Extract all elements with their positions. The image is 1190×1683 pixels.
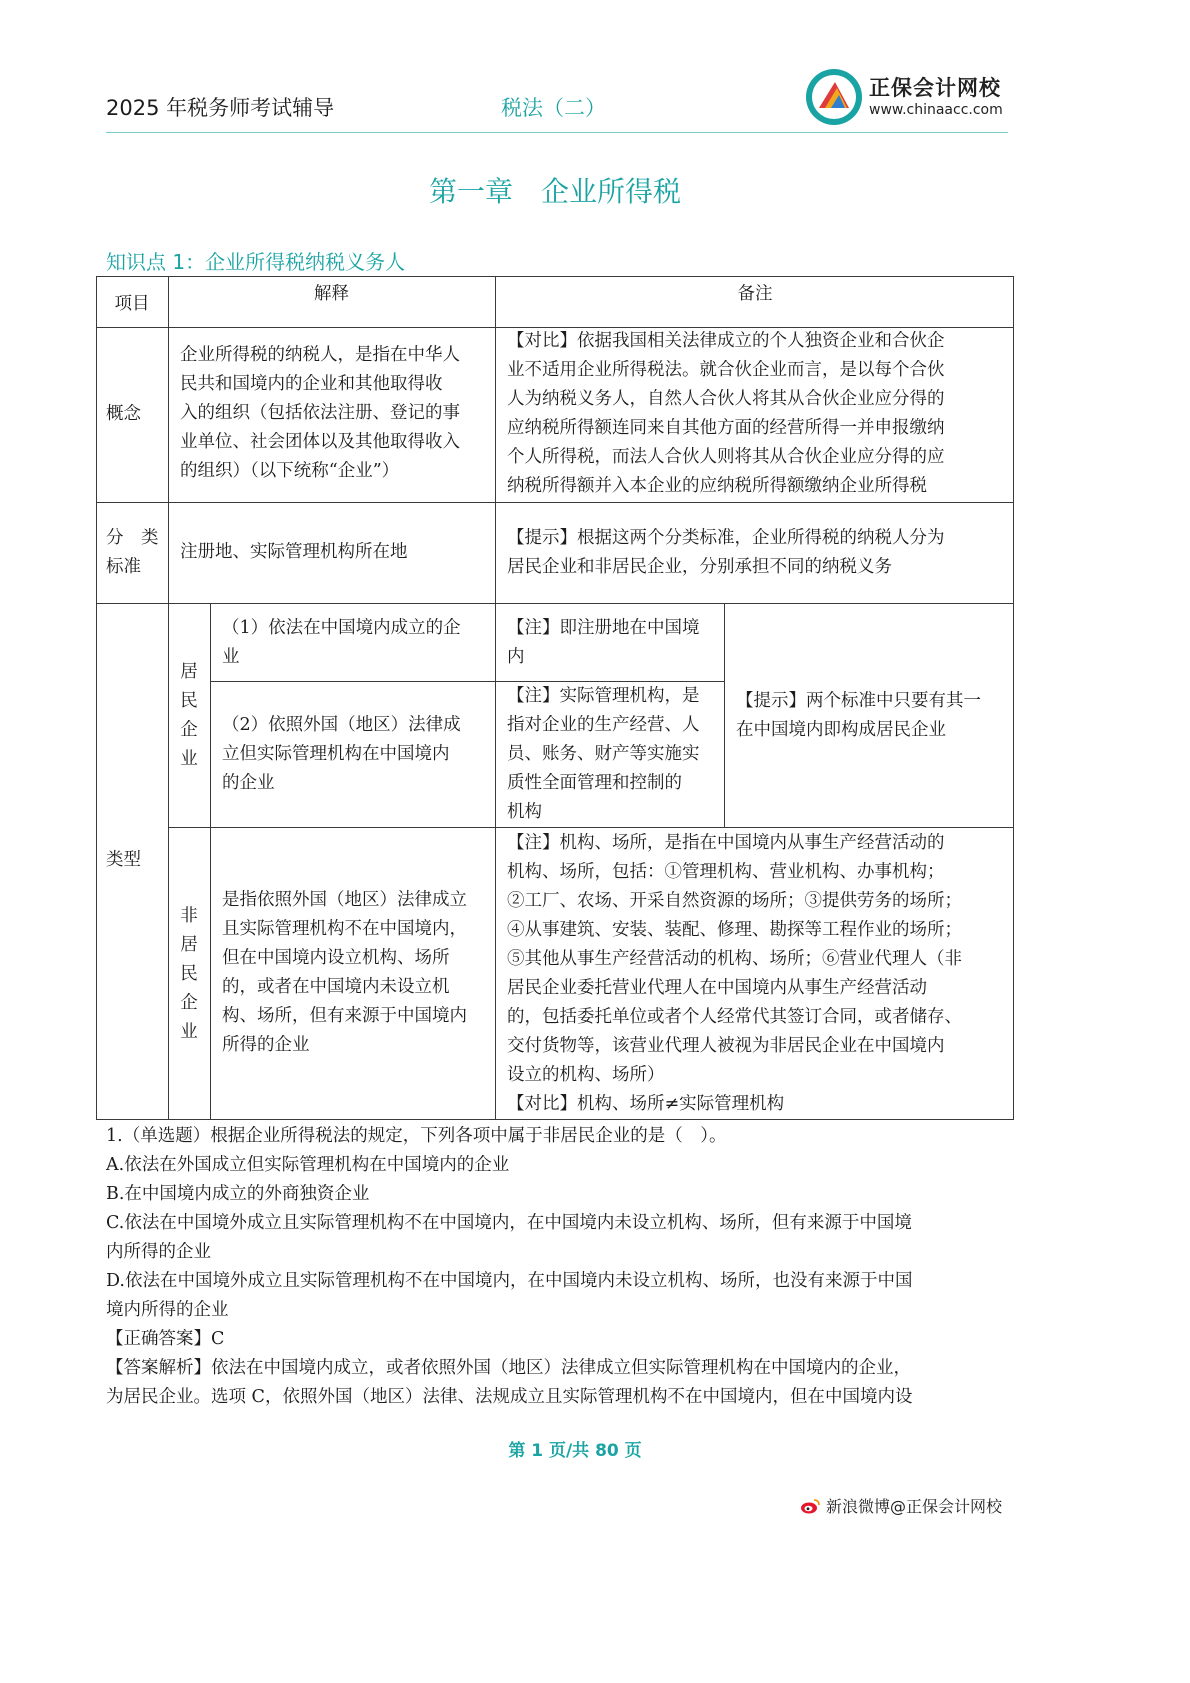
text-line: 是指依照外国（地区）法律成立 [222, 890, 467, 910]
text-line: 居民企业委托营业代理人在中国境内从事生产经营活动 [507, 978, 927, 998]
table-border [168, 827, 1014, 828]
text-line: 业单位、社会团体以及其他取得收入 [180, 432, 460, 452]
logo-icon [805, 68, 863, 126]
header-item: 项目 [114, 294, 150, 314]
table-border [495, 276, 496, 1120]
table-border [724, 603, 725, 828]
text-line: 立但实际管理机构在中国境内 [222, 744, 450, 764]
text-line: 民共和国境内的企业和其他取得收 [180, 374, 443, 394]
text-line: 业 [222, 647, 240, 667]
taxpayer-table [96, 276, 1014, 1120]
table-border [1013, 276, 1014, 1120]
text-line: 设立的机构、场所） [507, 1065, 665, 1085]
text-line: C.依法在中国境外成立且实际管理机构不在中国境内，在中国境内未设立机构、场所，但有来源于中国境 [106, 1213, 912, 1233]
text-line: 内所得的企业 [106, 1242, 211, 1262]
text-line: 【提示】两个标准中只要有其一 [736, 691, 981, 711]
table-border [168, 276, 169, 1120]
concept-note [507, 327, 1012, 501]
option-c [106, 1209, 1006, 1267]
label-char: 企 [180, 993, 198, 1013]
page-number: 第 1 页/共 80 页 [508, 1441, 642, 1461]
text-line: ④从事建筑、安装、装配、修理、勘探等工程作业的场所； [507, 920, 962, 940]
text-line: 【提示】根据这两个分类标准，企业所得税的纳税人分为 [507, 528, 945, 548]
label-char: 居 [180, 935, 198, 955]
text-line: 分 类 [106, 528, 159, 548]
weibo-icon [800, 1498, 820, 1514]
resident-tip [736, 687, 1011, 745]
label-char: 业 [180, 1022, 198, 1042]
text-line: （2）依照外国（地区）法律成 [222, 715, 461, 735]
label-char: 企 [180, 720, 198, 740]
text-line: 企业所得税的纳税人，是指在中华人 [180, 345, 460, 365]
text-line: 所得的企业 [222, 1035, 310, 1055]
text-line: （1）依法在中国境内成立的企 [222, 618, 461, 638]
text-line: 质性全面管理和控制的 [507, 773, 682, 793]
text-line: 业不适用企业所得税法。就合伙企业而言，是以每个合伙 [507, 360, 945, 380]
table-border [96, 276, 97, 1120]
text-line: 的，包括委托单位或者个人经常代其签订合同，或者储存、 [507, 1007, 962, 1027]
text-line: 【答案解析】依法在中国境内成立，或者依照外国（地区）法律成立但实际管理机构在中国境内的企业， [106, 1358, 911, 1378]
text-line: 【注】机构、场所，是指在中国境内从事生产经营活动的 [507, 833, 945, 853]
label-char: 民 [180, 964, 198, 984]
nonresident-explanation [222, 886, 492, 1060]
text-line: 的企业 [222, 773, 275, 793]
text-line: 【对比】机构、场所≠实际管理机构 [507, 1094, 785, 1114]
logo-name: 正保会计网校 [869, 76, 1001, 100]
text-line: D.依法在中国境外成立且实际管理机构不在中国境内，在中国境内未设立机构、场所，也没有来源于中国 [106, 1271, 913, 1291]
resident-item-1 [222, 614, 490, 672]
weibo-watermark [800, 1494, 1002, 1517]
label-char: 居 [180, 662, 198, 682]
row-label-classification [106, 524, 159, 582]
resident-item-1-note [507, 614, 722, 672]
text-line: 纳税所得额并入本企业的应纳税所得额缴纳企业所得税 [507, 476, 927, 496]
header-subject: 税法（二） [501, 96, 606, 120]
text-line: 个人所得税，而法人合伙人则将其从合伙企业应分得的应 [507, 447, 945, 467]
chapter-title: 第一章 企业所得税 [428, 175, 681, 208]
text-line: 且实际管理机构不在中国境内， [222, 919, 467, 939]
table-border [96, 276, 1014, 277]
table-border [96, 603, 1014, 604]
text-line: 指对企业的生产经营、人 [507, 715, 700, 735]
label-char: 非 [180, 906, 198, 926]
text-line: 居民企业和非居民企业，分别承担不同的纳税义务 [507, 557, 892, 577]
logo [805, 68, 1015, 126]
text-line: ⑤其他从事生产经营活动的机构、场所；⑥营业代理人（非 [507, 949, 962, 969]
text-line: 在中国境内即构成居民企业 [736, 720, 946, 740]
option-a: A.依法在外国成立但实际管理机构在中国境内的企业 [106, 1155, 510, 1175]
classification-explanation: 注册地、实际管理机构所在地 [180, 542, 408, 562]
text-line: 【注】实际管理机构，是 [507, 686, 700, 706]
header-note: 备注 [737, 284, 773, 304]
text-line: 【对比】依据我国相关法律成立的个人独资企业和合伙企 [507, 331, 945, 351]
nonresident-note [507, 829, 1012, 1119]
resident-item-2-note [507, 682, 722, 827]
answer-analysis [106, 1354, 1006, 1412]
row-label-concept: 概念 [106, 404, 141, 424]
question-stem: 1.（单选题）根据企业所得税法的规定，下列各项中属于非居民企业的是（ ）。 [106, 1126, 727, 1146]
text-line: 应纳税所得额连同来自其他方面的经营所得一并申报缴纳 [507, 418, 945, 438]
resident-item-2 [222, 711, 490, 798]
text-line: 的组织）（以下统称“企业”） [180, 461, 400, 481]
concept-explanation [180, 341, 490, 486]
weibo-text: 新浪微博@正保会计网校 [826, 1497, 1003, 1516]
text-line: 的，或者在中国境内未设立机 [222, 977, 450, 997]
option-b: B.在中国境内成立的外商独资企业 [106, 1184, 370, 1204]
text-line: 机构、场所，包括：①管理机构、营业机构、办事机构； [507, 862, 945, 882]
text-line: 但在中国境内设立机构、场所 [222, 948, 450, 968]
text-line: 为居民企业。选项 C，依照外国（地区）法律、法规成立且实际管理机构不在中国境内，但在中国境内设 [106, 1387, 913, 1407]
text-line: 入的组织（包括依法注册、登记的事 [180, 403, 460, 423]
classification-note [507, 524, 1012, 582]
text-line: 交付货物等，该营业代理人被视为非居民企业在中国境内 [507, 1036, 945, 1056]
header-explanation: 解释 [314, 284, 349, 304]
label-char: 民 [180, 691, 198, 711]
logo-url: www.chinaacc.com [869, 102, 1003, 118]
text-line: 机构 [507, 802, 542, 822]
option-d [106, 1267, 1006, 1325]
text-line: 构、场所，但有来源于中国境内 [222, 1006, 467, 1026]
row-label-types: 类型 [106, 850, 141, 870]
text-line: 【注】即注册地在中国境 [507, 618, 700, 638]
correct-answer: 【正确答案】C [106, 1329, 225, 1349]
text-line: 员、账务、财产等实施实 [507, 744, 700, 764]
text-line: 内 [507, 647, 525, 667]
text-line: 标准 [106, 557, 141, 577]
table-border [96, 1119, 1014, 1120]
text-line: ②工厂、农场、开采自然资源的场所；③提供劳务的场所； [507, 891, 962, 911]
label-char: 业 [180, 749, 198, 769]
table-border [96, 502, 1014, 503]
text-line: 境内所得的企业 [106, 1300, 229, 1320]
question-block [106, 1122, 1006, 1412]
header-divider [106, 132, 1008, 133]
knowledge-point-title: 知识点 1：企业所得税纳税义务人 [106, 250, 406, 274]
text-line: 人为纳税义务人，自然人合伙人将其从合伙企业应分得的 [507, 389, 945, 409]
header-title: 2025 年税务师考试辅导 [106, 96, 335, 120]
